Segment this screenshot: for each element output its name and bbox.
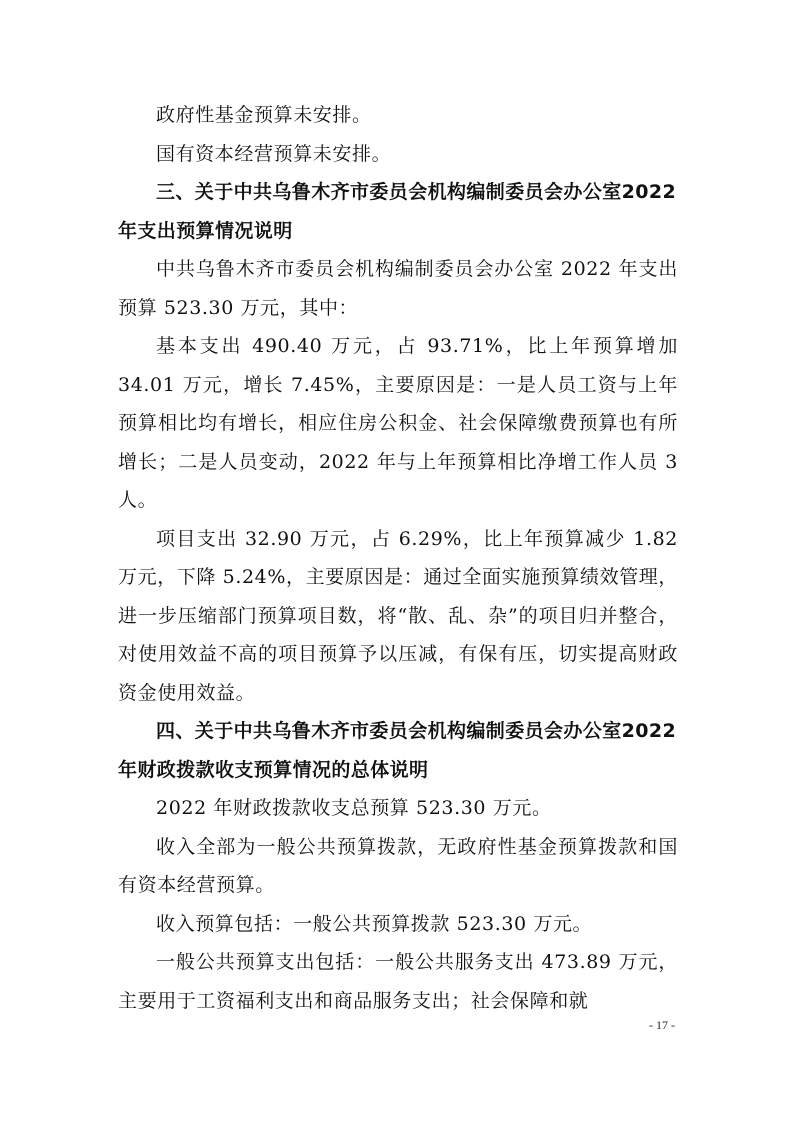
paragraph-basic-expenditure: 基本支出 490.40 万元，占 93.71%，比上年预算增加 34.01 万元，增长 7.45%，主要原因是：一是人员工资与上年预算相比均有增长，相应住房公积金、社会保障缴费预算也有所增长；二是人员变动，2022 年与上年预算相比净增工作人员 3 人。 bbox=[118, 335, 678, 511]
paragraph-state-capital: 国有资本经营预算未安排。 bbox=[156, 142, 392, 165]
paragraph-fiscal-total: 2022 年财政拨款收支总预算 523.30 万元。 bbox=[156, 797, 552, 819]
paragraph-expenditure-total: 中共乌鲁木齐市委员会机构编制委员会办公室 2022 年支出预算 523.30 万元，其中： bbox=[118, 258, 678, 319]
paragraph-government-fund: 政府性基金预算未安排。 bbox=[156, 104, 372, 126]
section-heading-4: 四、关于中共乌鲁木齐市委员会机构编制委员会办公室2022年财政拨款收支预算情况的总体说明 bbox=[118, 720, 677, 781]
paragraph-general-expenditure: 一般公共预算支出包括：一般公共服务支出 473.89 万元，主要用于工资福利支出和商品服务支出；社会保障和就 bbox=[118, 951, 678, 1012]
paragraph-income-budget: 收入预算包括：一般公共预算拨款 523.30 万元。 bbox=[156, 912, 593, 935]
page-number: - 17 - bbox=[649, 1018, 675, 1032]
section-heading-3: 三、关于中共乌鲁木齐市委员会机构编制委员会办公室2022年支出预算情况说明 bbox=[118, 181, 677, 242]
paragraph-project-expenditure: 项目支出 32.90 万元，占 6.29%，比上年预算减少 1.82 万元，下降 5.24%，主要原因是：通过全面实施预算绩效管理，进一步压缩部门预算项目数，将“散、乱、杂”的项目归并整合，对使用效益不高的项目预算予以压减，有保有压，切实提高财政资金使用效益。 bbox=[118, 527, 678, 704]
paragraph-income-source: 收入全部为一般公共预算拨款，无政府性基金预算拨款和国有资本经营预算。 bbox=[118, 835, 678, 896]
document-body bbox=[118, 96, 678, 1020]
